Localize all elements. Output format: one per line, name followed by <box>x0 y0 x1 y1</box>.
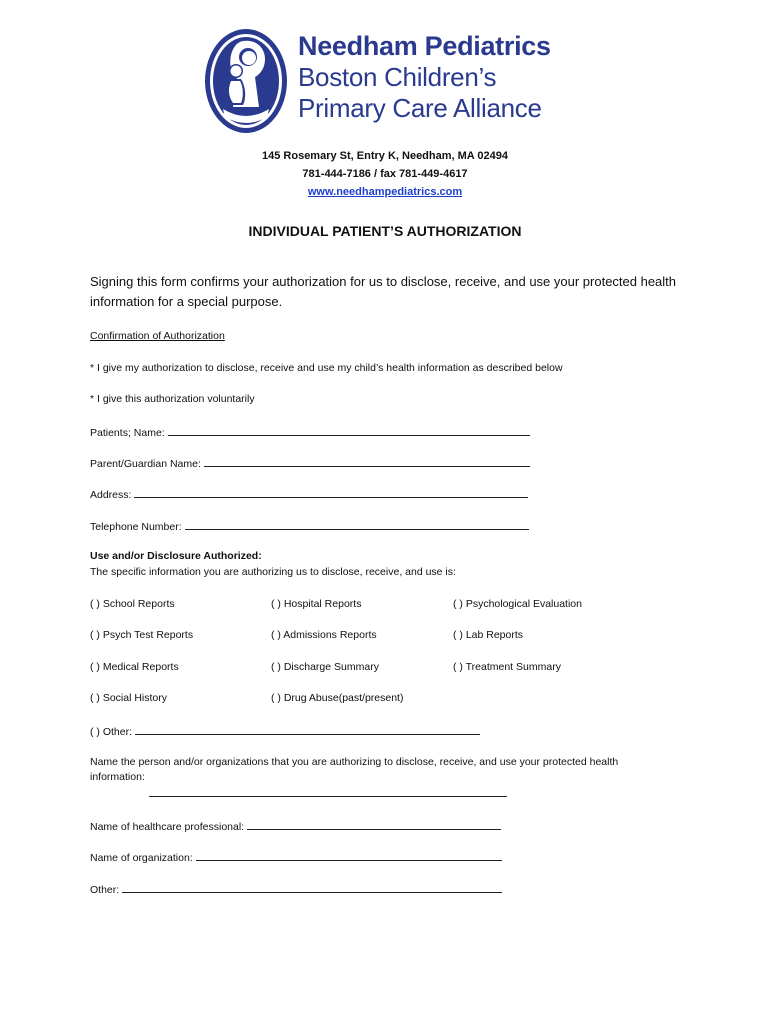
option-admissions-reports[interactable]: ( ) Admissions Reports <box>271 629 377 641</box>
option-other[interactable]: ( ) Other: <box>90 726 133 738</box>
patient-name-row <box>90 425 530 439</box>
option-school-reports[interactable]: ( ) School Reports <box>90 598 175 610</box>
confirmation-heading: Confirmation of Authorization <box>90 330 225 342</box>
option-other-input[interactable] <box>135 724 480 735</box>
logo-line-needham: Needham Pediatrics <box>298 31 551 61</box>
recipient-input[interactable] <box>149 786 507 797</box>
street-address: 145 Rosemary St, Entry K, Needham, MA 02494 <box>262 150 508 162</box>
document-title: INDIVIDUAL PATIENT’S AUTHORIZATION <box>248 223 522 239</box>
option-psychological-evaluation[interactable]: ( ) Psychological Evaluation <box>453 598 582 610</box>
option-drug-abuse[interactable]: ( ) Drug Abuse(past/present) <box>271 692 404 704</box>
address-label: Address: <box>90 489 132 501</box>
option-discharge-summary[interactable]: ( ) Discharge Summary <box>271 661 379 673</box>
other-recipient-input[interactable] <box>122 882 502 893</box>
organization-row <box>90 850 502 864</box>
professional-row <box>90 819 501 833</box>
confirmation-item-1: * I give my authorization to disclose, receive and use my child’s health information as described below <box>90 362 563 374</box>
option-treatment-summary[interactable]: ( ) Treatment Summary <box>453 661 561 673</box>
organization-input[interactable] <box>196 850 502 861</box>
professional-input[interactable] <box>247 819 501 830</box>
patient-name-label: Patients; Name: <box>90 427 165 439</box>
disclosure-heading: Use and/or Disclosure Authorized: <box>90 550 262 562</box>
address-row <box>90 487 528 501</box>
recipient-prompt-line2: information: <box>90 771 145 783</box>
guardian-name-row <box>90 456 530 470</box>
organization-label: Name of organization: <box>90 852 193 864</box>
logo-line-boston: Boston Children’s <box>298 62 497 92</box>
telephone-label: Telephone Number: <box>90 521 182 533</box>
address-input[interactable] <box>134 487 528 498</box>
guardian-name-input[interactable] <box>204 456 530 467</box>
recipient-prompt-line1: Name the person and/or organizations that you are authorizing to disclose, receive, and use your protected health <box>90 756 619 768</box>
disclosure-subtext: The specific information you are authorizing us to disclose, receive, and use is: <box>90 566 456 578</box>
confirmation-item-2: * I give this authorization voluntarily <box>90 393 255 405</box>
phone-fax: 781-444-7186 / fax 781-449-4617 <box>302 168 468 180</box>
option-lab-reports[interactable]: ( ) Lab Reports <box>453 629 524 641</box>
option-medical-reports[interactable]: ( ) Medical Reports <box>90 661 179 673</box>
telephone-row <box>90 519 529 533</box>
website-link[interactable]: www.needhampediatrics.com <box>307 186 463 198</box>
telephone-input[interactable] <box>185 519 529 530</box>
recipient-input-row <box>149 786 507 800</box>
option-psych-test-reports[interactable]: ( ) Psych Test Reports <box>90 629 194 641</box>
other-recipient-label: Other: <box>90 884 120 896</box>
guardian-name-label: Parent/Guardian Name: <box>90 458 201 470</box>
option-social-history[interactable]: ( ) Social History <box>90 692 168 704</box>
option-hospital-reports[interactable]: ( ) Hospital Reports <box>271 598 362 610</box>
option-other-row <box>90 724 480 738</box>
professional-label: Name of healthcare professional: <box>90 821 245 833</box>
logo-wordmark <box>298 30 551 124</box>
other-recipient-row <box>90 882 502 896</box>
logo-line-alliance: Primary Care Alliance <box>298 93 542 123</box>
patient-name-input[interactable] <box>168 425 530 436</box>
mother-child-seal-icon <box>203 27 289 135</box>
intro-paragraph: Signing this form confirms your authorization for us to disclose, receive, and use your protected health information for a special purpose. <box>90 274 677 309</box>
